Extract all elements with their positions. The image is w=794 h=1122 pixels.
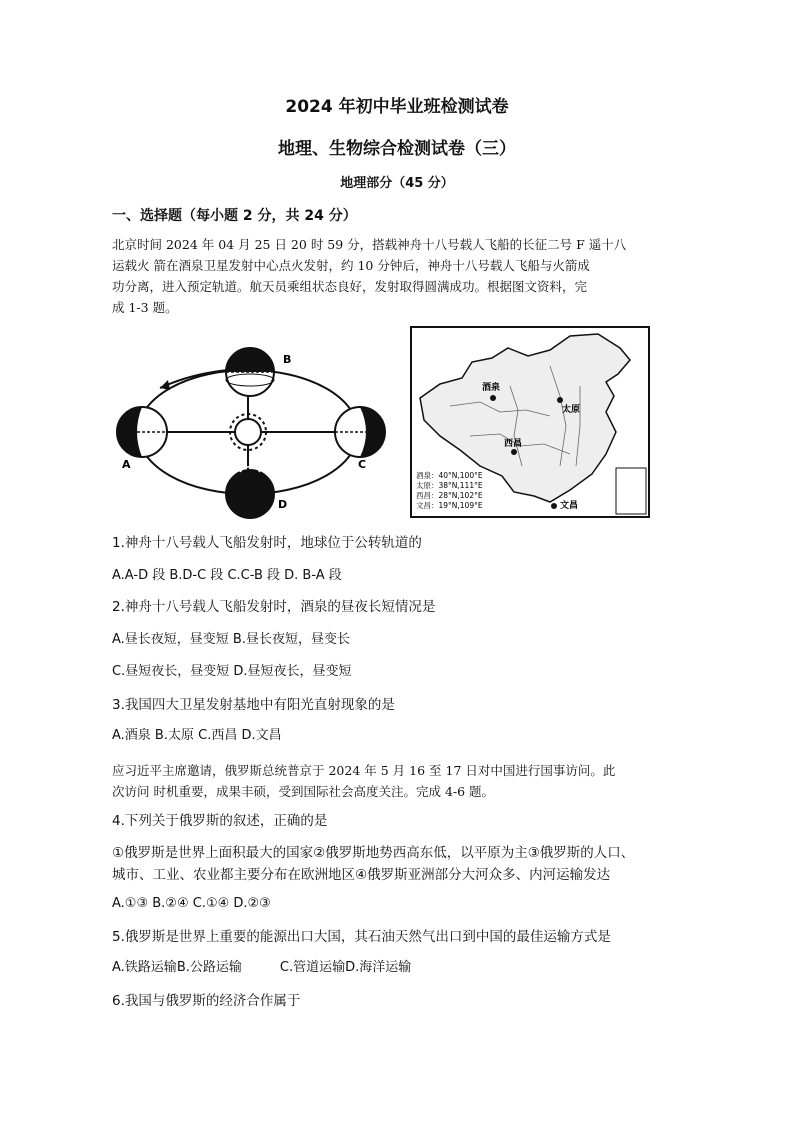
passage-1-line: 运载火 箭在酒泉卫星发射中心点火发射，约 10 分钟后，神舟十八号载人飞船与火箭成 — [112, 258, 590, 273]
earth-d-icon — [226, 467, 274, 518]
question-4-description-line: ①俄罗斯是世界上面积最大的国家②俄罗斯地势西高东低，以平原为主③俄罗斯的人口、 — [112, 845, 635, 861]
question-4-description-line: 城市、工业、农业都主要分布在欧洲地区④俄罗斯亚洲部分大河众多、内河运输发达 — [112, 867, 611, 883]
label-d: D — [278, 498, 288, 511]
passage-2-line: 次访问 时机重要，成果丰硕，受到国际社会高度关注。完成 4-6 题。 — [112, 784, 495, 799]
label-a: A — [122, 458, 131, 471]
question-6-stem: 6.我国与俄罗斯的经济合作属于 — [112, 993, 301, 1009]
legend-item: 文昌：19°N,109°E — [416, 501, 483, 510]
label-b: B — [283, 353, 292, 366]
earth-orbit-figure — [110, 322, 400, 522]
passage-2-line: 应习近平主席邀请，俄罗斯总统普京于 2024 年 5 月 16 至 17 日对中国进行国事访问。此 — [112, 763, 616, 778]
question-3-options: A.酒泉 B.太原 C.西昌 D.文昌 — [112, 728, 282, 743]
question-5-stem: 5.俄罗斯是世界上重要的能源出口大国，其石油天然气出口到中国的最佳运输方式是 — [112, 929, 611, 945]
question-1-options: A.A-D 段 B.D-C 段 C.C-B 段 D. B-A 段 — [112, 568, 342, 583]
city-marker — [511, 449, 517, 455]
city-marker — [557, 397, 563, 403]
question-5-option-a: A.铁路运输 — [112, 960, 177, 975]
question-5-option-c: C.管道运输 — [279, 960, 346, 975]
passage-1 — [112, 234, 684, 318]
question-2-stem: 2.神舟十八号载人飞船发射时，酒泉的昼夜长短情况是 — [112, 599, 436, 615]
question-2-options-row1: A.昼长夜短，昼变短 B.昼长夜短，昼变长 — [112, 632, 350, 647]
passage-1-line: 功分离，进入预定轨道。航天员乘组状态良好，发射取得圆满成功。根据图文资料，完 — [112, 279, 588, 294]
city-marker — [490, 395, 496, 401]
question-5-options — [112, 958, 692, 978]
city-wenchang: 文昌 — [560, 501, 579, 511]
section-heading: 一、选择题（每小题 2 分，共 24 分） — [112, 208, 357, 224]
earth-b-icon — [226, 348, 274, 396]
question-5-option-d: D.海洋运输 — [345, 960, 412, 975]
passage-1-line: 成 1-3 题。 — [112, 300, 178, 315]
section-part-title: 地理部分（45 分） — [340, 176, 454, 191]
exam-title: 2024 年初中毕业班检测试卷 — [285, 97, 509, 117]
passage-2 — [112, 760, 684, 802]
city-taiyuan: 太原 — [562, 405, 581, 415]
earth-c-icon — [335, 407, 385, 457]
question-4-description — [112, 842, 692, 886]
city-marker — [551, 503, 557, 509]
legend-item: 西昌：28°N,102°E — [416, 491, 483, 500]
legend-item: 太原：38°N,111°E — [416, 481, 483, 490]
label-c: C — [358, 458, 367, 471]
exam-subtitle: 地理、生物综合检测试卷（三） — [278, 139, 516, 159]
question-3-stem: 3.我国四大卫星发射基地中有阳光直射现象的是 — [112, 697, 395, 713]
question-1-stem: 1.神舟十八号载人飞船发射时，地球位于公转轨道的 — [112, 535, 422, 551]
south-sea-inset — [616, 468, 646, 514]
passage-1-line: 北京时间 2024 年 04 月 25 日 20 时 59 分，搭载神舟十八号载人飞船的长征二号 F 遥十八 — [112, 237, 627, 252]
question-4-stem: 4.下列关于俄罗斯的叙述，正确的是 — [112, 813, 328, 829]
question-5-option-b: B.公路运输 — [176, 960, 242, 975]
city-xichang: 西昌 — [504, 439, 523, 449]
legend-item: 酒泉：40°N,100°E — [416, 471, 483, 480]
china-map-figure — [410, 326, 650, 518]
earth-a-icon — [117, 407, 167, 457]
city-jiuquan: 酒泉 — [482, 383, 501, 393]
question-2-options-row2: C.昼短夜长，昼变短 D.昼短夜长，昼变短 — [112, 664, 352, 679]
sun-icon — [230, 414, 266, 450]
question-4-options: A.①③ B.②④ C.①④ D.②③ — [112, 896, 271, 911]
